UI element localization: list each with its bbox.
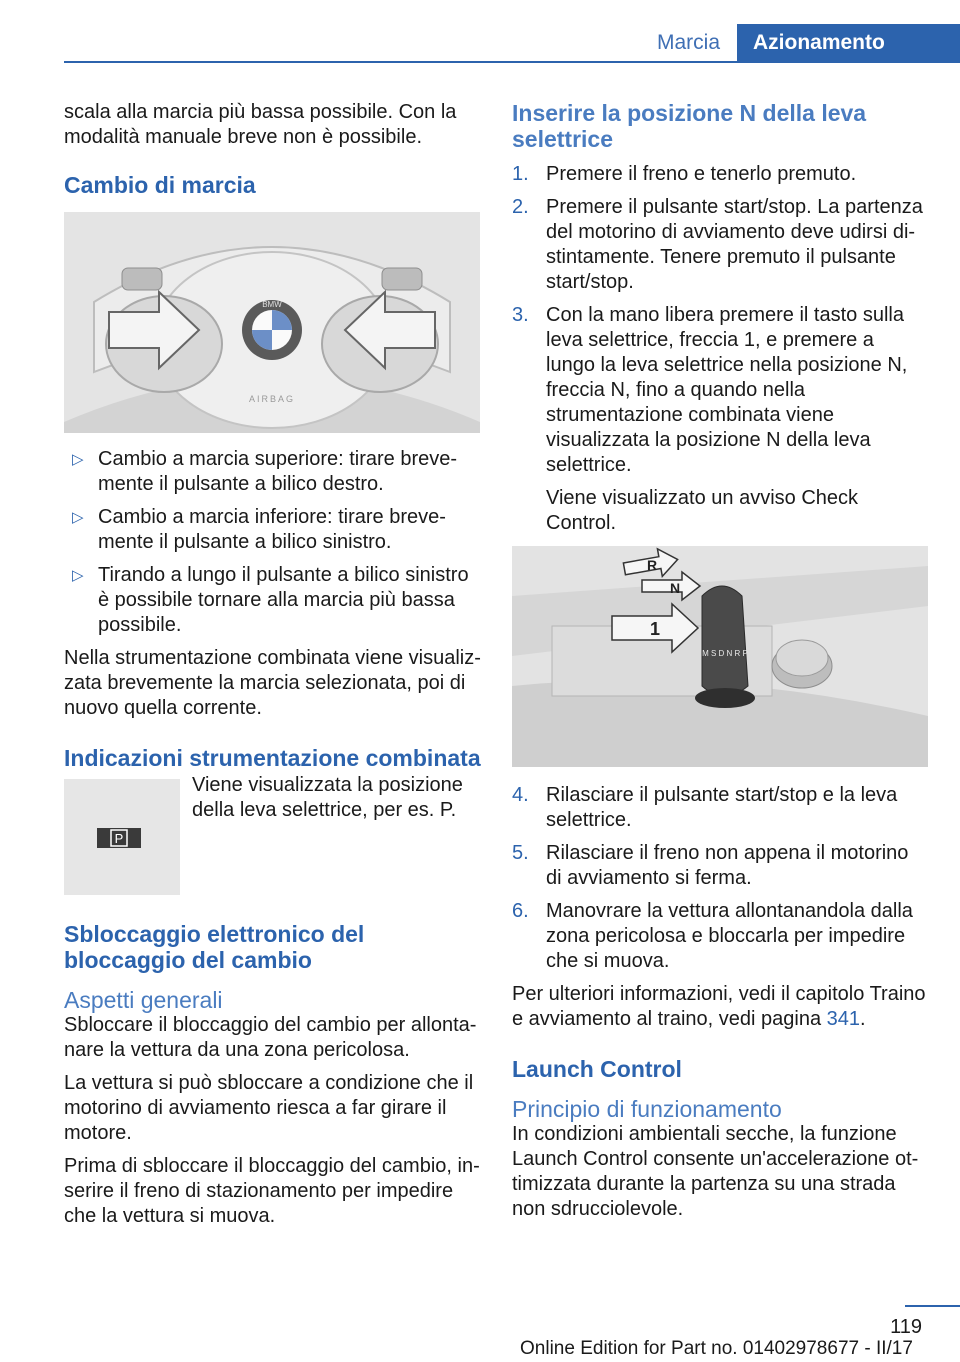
heading-inserire-n: Inserire la posizione N della leva selettrice: [512, 100, 867, 152]
list-item: ▷ Tirando a lungo il pulsante a bilico sinistro è possibile tornare alla marcia più bassa possibile.: [64, 563, 482, 638]
intro-text: scala alla marcia più bassa possibile. Con la modalità manuale breve non è possibile.: [64, 101, 457, 148]
heading-aspetti-generali: Aspetti generali: [64, 987, 223, 1013]
list-item: [512, 162, 928, 187]
step-text: Con la mano libera premere il tasto sulla leva selettrice, freccia 1, e premere a lungo la leva selettrice nella posizione N, freccia N, fino a quando nella strumentazione combinata viene visualizzata la posizione N della leva selettrice.: [546, 304, 908, 476]
step-number: 3.: [512, 304, 529, 326]
right-column: [512, 100, 928, 1230]
launch-text: In condizioni ambientali secche, la funzione Launch Control consente un'accelerazione ottimizzata durante la partenza su una strada non sdrucciolevole.: [512, 1123, 919, 1220]
shift-bullet-list: [64, 447, 482, 638]
list-item: [512, 899, 928, 974]
steps-list-b: [512, 783, 928, 974]
step-number: 4.: [512, 784, 529, 806]
step-text: Premere il pulsante start/stop. La partenza del motorino di avviamento deve udirsi distintamente. Tenere premuto il pulsante start/stop.: [546, 196, 923, 293]
header-rule: [64, 61, 960, 63]
paragraph-2: La vettura si può sbloccare a condizione che il motorino di avviamento riesca a far girare il motore.: [64, 1072, 474, 1144]
arrow-r-label: R: [647, 557, 658, 573]
gear-pattern-text: M S D N R P: [702, 649, 748, 658]
left-column: [64, 100, 482, 1237]
gear-indicator-figure: [64, 779, 180, 895]
step-number: 1.: [512, 163, 529, 185]
edition-text: Online Edition for Part no. 01402978677 - II/17: [520, 1338, 913, 1359]
arrow-1-label: 1: [650, 619, 661, 639]
airbag-label: AIRBAG: [248, 394, 296, 404]
heading-sbloccaggio: Sbloccaggio elettronico del bloccaggio del cambio: [64, 921, 365, 973]
paragraph-3: Prima di sbloccare il bloccaggio del cambio, inserire il freno di stazionamento per impedire che la vettura si muova.: [64, 1155, 480, 1227]
page-number: 119: [890, 1316, 922, 1338]
list-item: ▷ Cambio a marcia inferiore: tirare brevemente il pulsante a bilico sinistro.: [64, 505, 482, 555]
gear-selector-figure: [512, 546, 928, 767]
step-text: Rilasciare il freno non appena il motorino di avviamento si ferma.: [546, 842, 909, 889]
list-item: ▷ Cambio a marcia superiore: tirare brevemente il pulsante a bilico destro.: [64, 447, 482, 497]
indicator-block: [64, 774, 482, 895]
indicator-symbol: P: [114, 831, 124, 846]
step-number: 6.: [512, 900, 529, 922]
heading-indicazioni: Indicazioni strumentazione combinata: [64, 745, 481, 771]
step-number: 2.: [512, 196, 529, 218]
bmw-logo-text: BMW: [262, 300, 282, 309]
step-subnote: Viene visualizzato un avviso Check Control.: [546, 487, 859, 534]
arrow-n-label: N: [670, 580, 681, 596]
list-item: [512, 195, 928, 295]
steering-wheel-figure: [64, 212, 480, 433]
list-item: [512, 303, 928, 536]
paragraph-1: Sbloccare il bloccaggio del cambio per allontanare la vettura da una zona pericolosa.: [64, 1014, 477, 1061]
heading-cambio-di-marcia: Cambio di marcia: [64, 172, 256, 198]
ulteriori-end: .: [860, 1008, 866, 1030]
heading-principio: Principio di funzionamento: [512, 1096, 782, 1122]
step-text: Rilasciare il pulsante start/stop e la leva selettrice.: [546, 784, 898, 831]
list-item: [512, 783, 928, 833]
indicator-text: Viene visualizzata la posizione della leva selettrice, per es. P.: [192, 774, 463, 821]
header-chapter: Azionamento: [737, 24, 960, 62]
list-item: [512, 841, 928, 891]
ulteriori-body: Per ulteriori informazioni, vedi il capitolo Traino e avviamento al traino, vedi pagina: [512, 983, 926, 1030]
header-section: Marcia: [640, 24, 737, 62]
footer-rule: [905, 1305, 960, 1307]
steps-list-a: [512, 162, 928, 536]
heading-launch-control: Launch Control: [512, 1056, 682, 1082]
page-link[interactable]: 341: [826, 1008, 861, 1030]
step-text: Manovrare la vettura allontanandola dalla zona pericolosa e bloccarla per impedire che si muova.: [546, 900, 913, 972]
ulteriori-text: [512, 982, 928, 1032]
strumentazione-text: Nella strumentazione combinata viene visualizzata brevemente la marcia selezionata, poi di nuovo quella corrente.: [64, 647, 481, 719]
step-text: Premere il freno e tenerlo premuto.: [546, 163, 857, 185]
step-number: 5.: [512, 842, 529, 864]
